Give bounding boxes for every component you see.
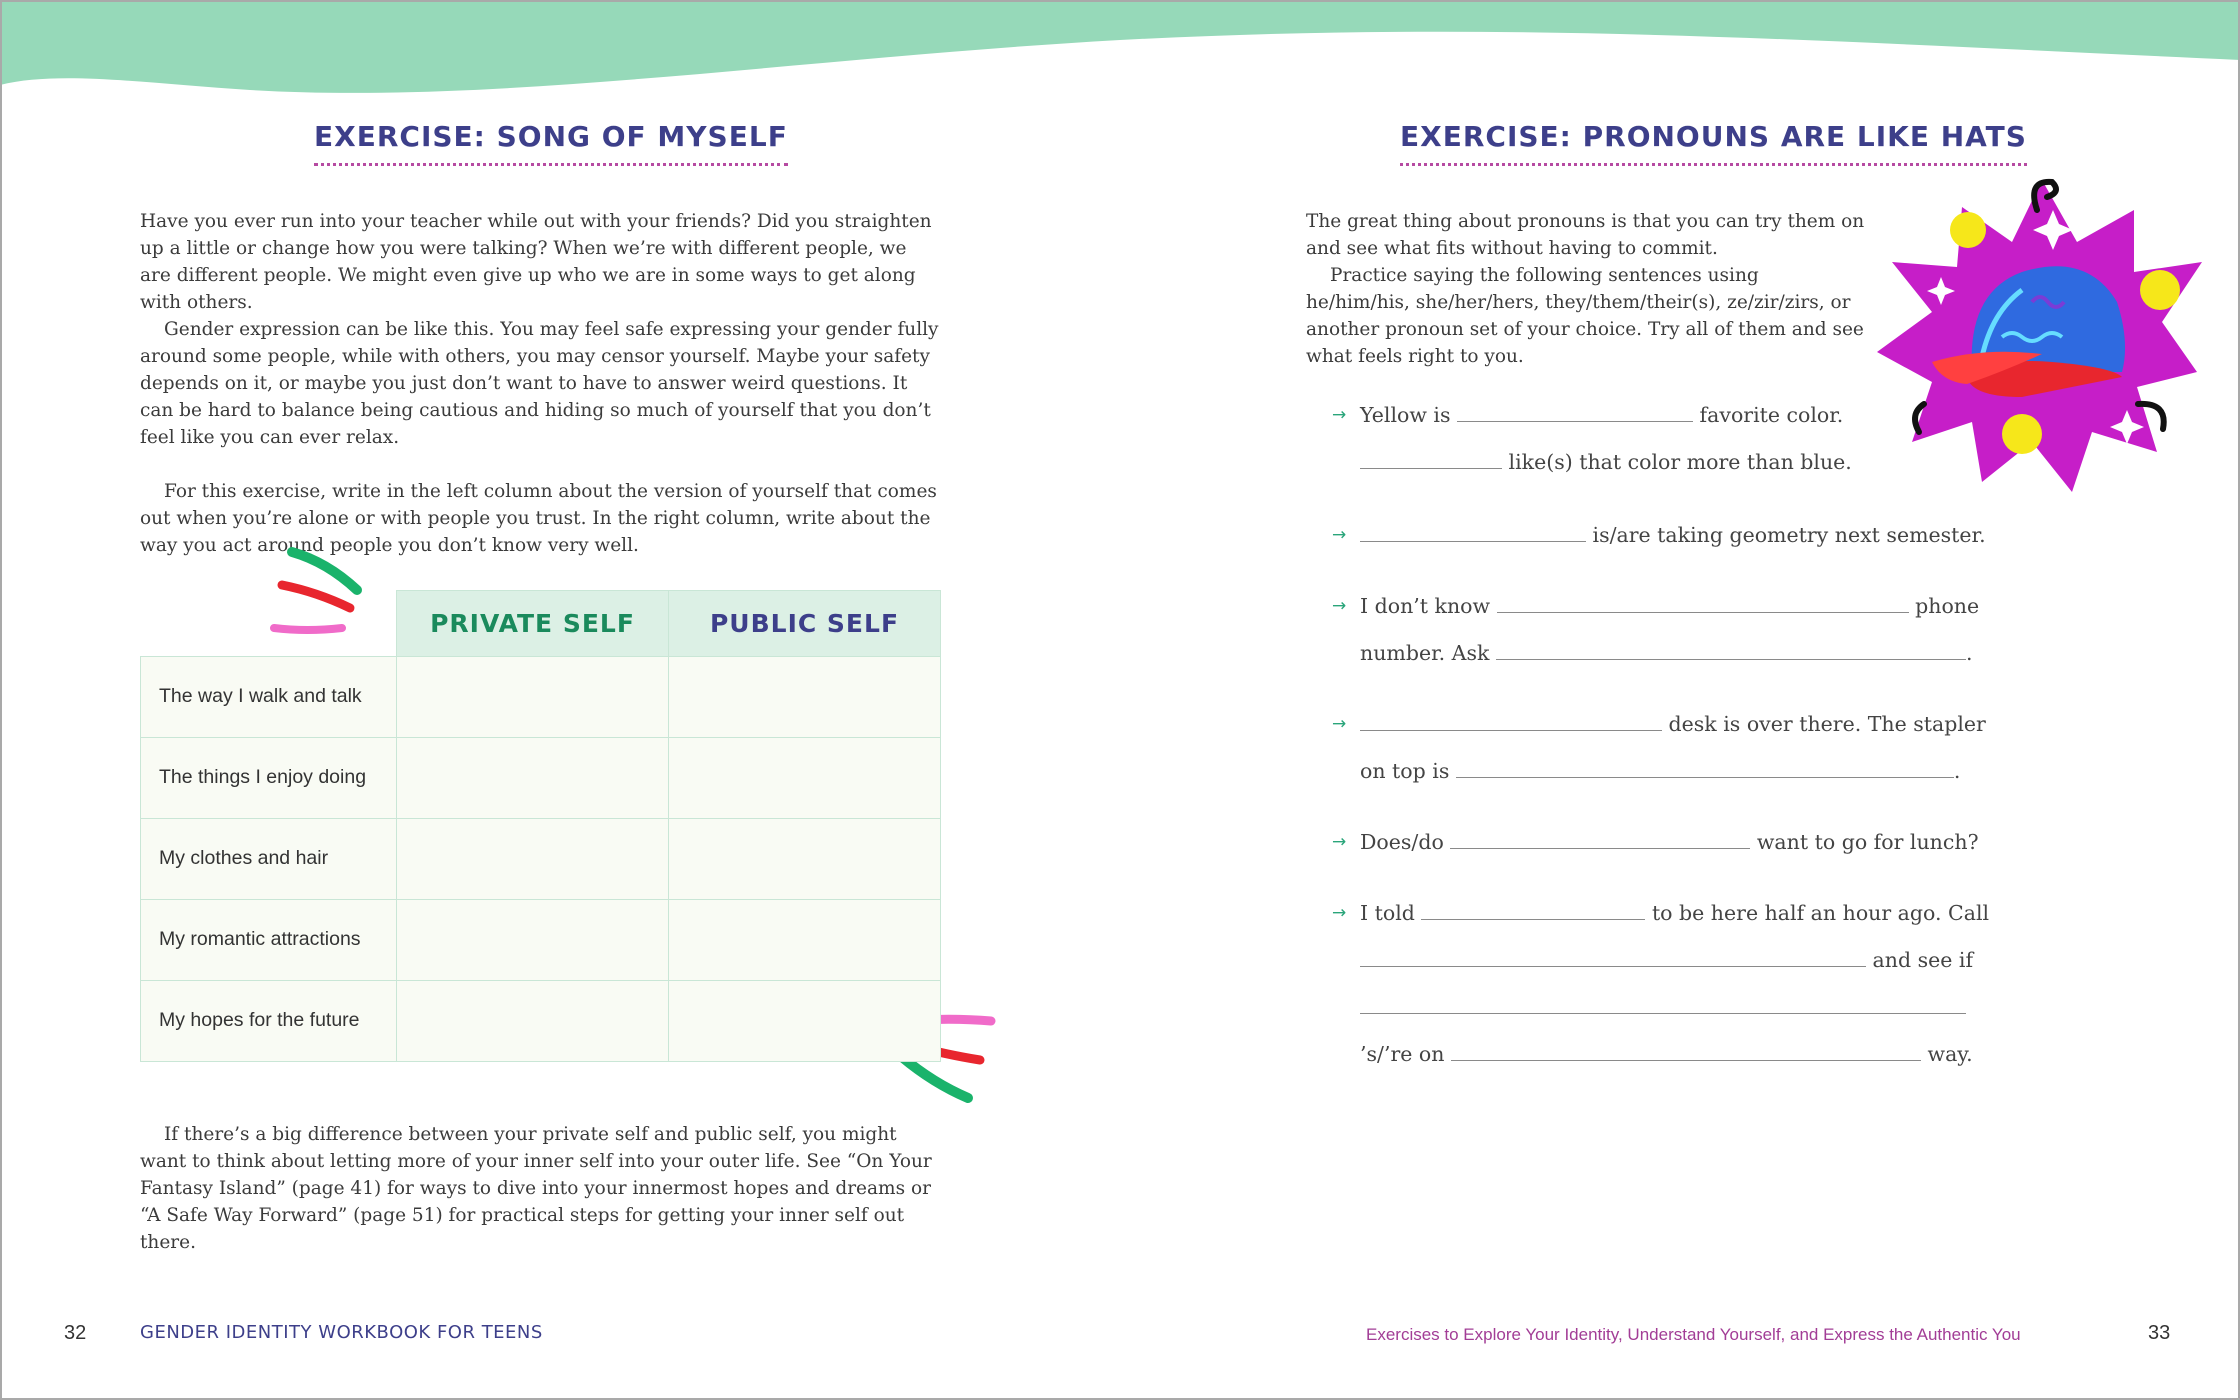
sentence-text: .: [1965, 641, 1973, 665]
sentence-6-continued: [1360, 987, 2010, 1034]
table-row: [141, 980, 941, 1061]
fill-blank[interactable]: [1497, 586, 1909, 613]
fill-blank[interactable]: [1456, 751, 1954, 778]
pronoun-sentences: [1332, 395, 2010, 1081]
sentence-text: I told: [1360, 901, 1415, 925]
sentence-5: [1332, 822, 2010, 869]
sentence-1-continued: [1360, 442, 2010, 489]
table-corner: [141, 591, 388, 651]
public-self-cell[interactable]: [669, 737, 941, 818]
sentence-6-continued: [1360, 940, 2010, 987]
arrow-icon: →: [1332, 832, 1347, 852]
fill-blank[interactable]: [1360, 704, 1662, 731]
row-label: My romantic attractions: [141, 899, 397, 980]
sentence-text: on top is: [1360, 759, 1450, 783]
sentence-text: is/are taking geometry next semester.: [1592, 523, 1986, 547]
sentence-4: [1332, 704, 2010, 751]
sentence-3-continued: [1360, 633, 2010, 680]
public-self-cell[interactable]: [669, 980, 941, 1061]
sentence-text: Does/do: [1360, 830, 1444, 854]
private-self-cell[interactable]: [397, 818, 669, 899]
arrow-icon: →: [1332, 405, 1347, 425]
private-self-cell[interactable]: [397, 980, 669, 1061]
public-self-cell[interactable]: [669, 656, 941, 737]
sentence-text: way.: [1927, 1042, 1973, 1066]
arrow-icon: →: [1332, 525, 1347, 545]
page-number-left: 32: [64, 1322, 87, 1344]
sentence-text: like(s) that color more than blue.: [1508, 450, 1852, 474]
sentence-text: desk is over there. The stapler: [1668, 712, 1986, 736]
arrow-icon: →: [1332, 596, 1347, 616]
intro-paragraph-1: Have you ever run into your teacher while out with your friends? Did you straighten up a little or change how you were talking? When we’re with different people, we are different people. We might even give up who we are in some ways to get along with others.: [140, 211, 932, 313]
outro-paragraph: If there’s a big difference between your private self and public self, you might want to think about letting more of your inner self into your outer life. See “On Your Fantasy Island” (page 41) for ways to dive into your innermost hopes and dreams or “A Safe Way Forward” (page 51) for practical steps for getting your inner self out there.: [140, 1124, 932, 1253]
intro-paragraph-2: Gender expression can be like this. You may feel safe expressing your gender fully around some people, while with others, you may censor yourself. Maybe your safety depends on it, or maybe you just don’t want to have to answer weird questions. It can be hard to balance being cautious and hiding so much of yourself that you don’t feel like you can ever relax.: [140, 319, 939, 448]
sentence-2: [1332, 515, 2010, 562]
column-header-public-self: PUBLIC SELF: [669, 591, 941, 657]
sentence-text: and see if: [1872, 948, 1974, 972]
column-header-private-self: PRIVATE SELF: [397, 591, 669, 657]
left-exercise-title: EXERCISE: SONG OF MYSELF: [314, 120, 788, 166]
public-self-cell[interactable]: [669, 899, 941, 980]
right-intro-paragraph-1: The great thing about pronouns is that you can try them on and see what fits without having to commit.: [1306, 211, 1865, 259]
row-label: My clothes and hair: [141, 818, 397, 899]
sentence-text: want to go for lunch?: [1756, 830, 1979, 854]
private-self-cell[interactable]: [397, 899, 669, 980]
fill-blank[interactable]: [1496, 633, 1966, 660]
right-intro-paragraph-2: Practice saying the following sentences using he/him/his, she/her/hers, they/them/their(s), ze/zir/zirs, or another pronoun set of your choice. Try all of them and see what feels right to you.: [1306, 265, 1864, 367]
private-self-cell[interactable]: [397, 656, 669, 737]
running-head-left: GENDER IDENTITY WORKBOOK FOR TEENS: [140, 1322, 543, 1343]
sentence-text: phone: [1915, 594, 1980, 618]
sentence-3: [1332, 586, 2010, 633]
row-label: My hopes for the future: [141, 980, 397, 1061]
sentence-text: number. Ask: [1360, 641, 1490, 665]
row-label: The things I enjoy doing: [141, 737, 397, 818]
sentence-text: favorite color.: [1699, 403, 1844, 427]
top-wave-banner: [0, 0, 2240, 110]
sentence-6: [1332, 893, 2010, 940]
intro-paragraph-3: For this exercise, write in the left column about the version of yourself that comes out when you’re alone or with people you trust. In the right column, write about the way you act around people you don’t know very well.: [140, 481, 937, 556]
private-self-cell[interactable]: [397, 737, 669, 818]
table-row: [141, 818, 941, 899]
fill-blank[interactable]: [1360, 987, 1966, 1014]
right-exercise-title: EXERCISE: PRONOUNS ARE LIKE HATS: [1400, 120, 2027, 166]
fill-blank[interactable]: [1360, 442, 1502, 469]
sentence-text: .: [1953, 759, 1961, 783]
table-row: [141, 899, 941, 980]
fill-blank[interactable]: [1421, 893, 1645, 920]
sentence-text: Yellow is: [1360, 403, 1451, 427]
public-self-cell[interactable]: [669, 818, 941, 899]
sentence-4-continued: [1360, 751, 2010, 798]
left-intro: [140, 208, 940, 559]
sentence-text: I don’t know: [1360, 594, 1491, 618]
fill-blank[interactable]: [1451, 1034, 1921, 1061]
sentence-1: [1332, 395, 2010, 442]
left-outro: [140, 1121, 940, 1256]
right-intro: [1306, 208, 1866, 370]
row-label: The way I walk and talk: [141, 656, 397, 737]
running-head-right: Exercises to Explore Your Identity, Understand Yourself, and Express the Authentic You: [1366, 1325, 2021, 1344]
fill-blank[interactable]: [1360, 940, 1866, 967]
fill-blank[interactable]: [1360, 515, 1586, 542]
fill-blank[interactable]: [1450, 822, 1750, 849]
sentence-6-continued: [1360, 1034, 2010, 1081]
fill-blank[interactable]: [1457, 395, 1693, 422]
table-row: [141, 737, 941, 818]
arrow-icon: →: [1332, 903, 1347, 923]
page-number-right: 33: [2148, 1322, 2171, 1344]
table-row: [141, 656, 941, 737]
sentence-text: to be here half an hour ago. Call: [1651, 901, 1990, 925]
self-comparison-table: [140, 590, 941, 1062]
arrow-icon: →: [1332, 714, 1347, 734]
sentence-text: ’s/’re on: [1360, 1042, 1445, 1066]
